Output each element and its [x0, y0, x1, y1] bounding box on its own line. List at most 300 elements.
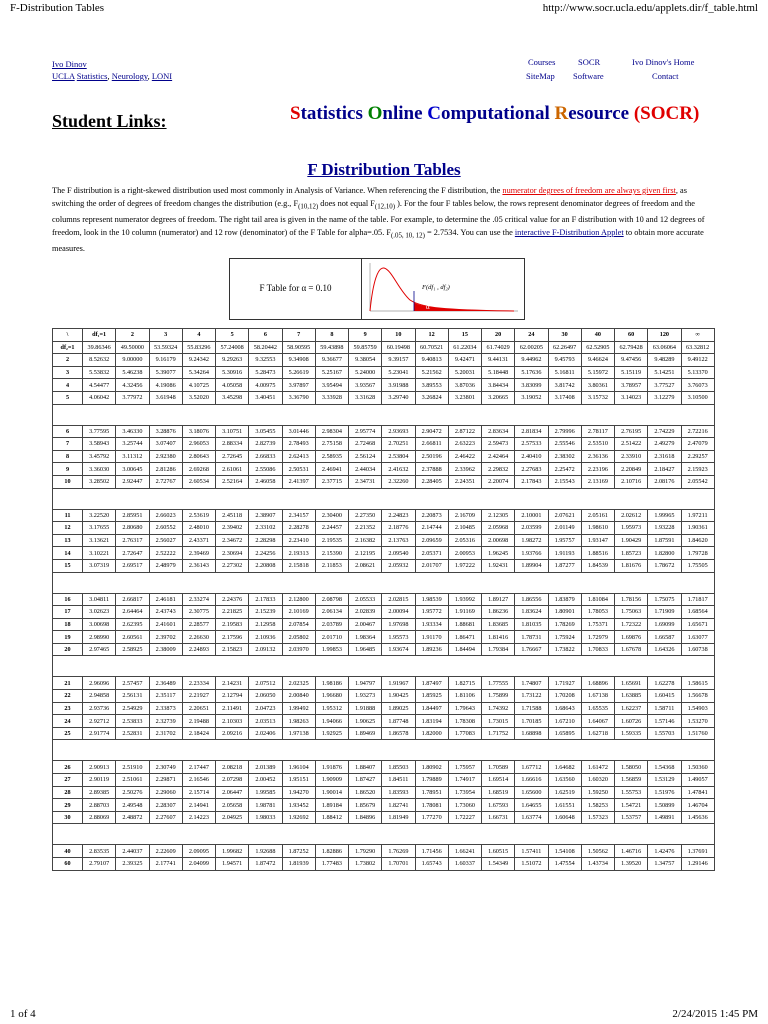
- table-cell: 1.95757: [548, 534, 581, 547]
- table-cell: 2.05161: [581, 509, 614, 522]
- table-cell: 1.94066: [315, 715, 348, 728]
- table-cell: 1.73015: [482, 715, 515, 728]
- ucla-link[interactable]: UCLA: [52, 71, 75, 81]
- table-cell: 2.49548: [116, 799, 149, 812]
- table-row: [53, 858, 715, 871]
- row-header: 17: [53, 606, 83, 619]
- table-cell: 1.58253: [581, 799, 614, 812]
- table-cell: 1.79728: [681, 547, 714, 560]
- table-cell: 1.60515: [482, 845, 515, 858]
- table-cell: 1.67210: [548, 715, 581, 728]
- table-cell: 2.10485: [448, 522, 481, 535]
- table-cell: 2.39469: [182, 547, 215, 560]
- table-cell: 2.79996: [548, 425, 581, 438]
- table-cell: 2.81834: [515, 425, 548, 438]
- table-cell: 2.00467: [349, 618, 382, 631]
- table-cell: 1.70833: [581, 643, 614, 656]
- table-cell: 59.85759: [349, 341, 382, 354]
- table-cell: 55.83296: [182, 341, 215, 354]
- table-cell: 2.72647: [116, 547, 149, 560]
- table-cell: 1.63774: [515, 811, 548, 824]
- intro-text-5: = 2.7534. You can use the: [424, 227, 515, 237]
- table-cell: 1.95312: [315, 702, 348, 715]
- table-cell: 2.56131: [116, 690, 149, 703]
- table-cell: 3.02623: [83, 606, 116, 619]
- table-cell: 1.98263: [282, 715, 315, 728]
- table-cell: 1.92925: [315, 727, 348, 740]
- table-cell: 2.07298: [216, 774, 249, 787]
- table-cell: 1.78951: [415, 786, 448, 799]
- table-cell: 3.10751: [216, 425, 249, 438]
- table-cell: 1.61472: [581, 761, 614, 774]
- table-cell: 58.90595: [282, 341, 315, 354]
- table-cell: 2.48979: [149, 559, 182, 572]
- table-cell: 2.97465: [83, 643, 116, 656]
- table-cell: 2.00840: [282, 690, 315, 703]
- table-cell: 2.41601: [149, 618, 182, 631]
- table-cell: 1.47841: [681, 786, 714, 799]
- socr-link[interactable]: SOCR: [578, 57, 601, 67]
- author-link[interactable]: Ivo Dinov: [52, 59, 87, 69]
- table-cell: 2.37715: [315, 475, 348, 488]
- table-cell: 2.75158: [315, 438, 348, 451]
- group-spacer-cell: [53, 572, 715, 593]
- table-cell: 1.64682: [548, 761, 581, 774]
- table-cell: 2.02839: [349, 606, 382, 619]
- table-cell: 1.51976: [648, 786, 681, 799]
- table-cell: 2.76195: [615, 425, 648, 438]
- table-cell: 2.95774: [349, 425, 382, 438]
- table-cell: 1.87748: [382, 715, 415, 728]
- sitemap-link[interactable]: SiteMap: [526, 71, 555, 81]
- table-row: [53, 631, 715, 644]
- table-cell: 1.37691: [681, 845, 714, 858]
- table-cell: 1.80901: [548, 606, 581, 619]
- row-header: 28: [53, 786, 83, 799]
- table-cell: 4.05058: [216, 379, 249, 392]
- table-cell: 1.68643: [548, 702, 581, 715]
- table-cell: 2.83535: [83, 845, 116, 858]
- table-cell: 1.86578: [382, 727, 415, 740]
- table-cell: 2.19535: [315, 534, 348, 547]
- row-header: 27: [53, 774, 83, 787]
- table-cell: 3.84434: [482, 379, 515, 392]
- table-cell: 1.87252: [282, 845, 315, 858]
- table-cell: 2.05658: [216, 799, 249, 812]
- courses-link[interactable]: Courses: [528, 57, 556, 67]
- table-cell: 2.23334: [182, 677, 215, 690]
- table-cell: 2.39702: [149, 631, 182, 644]
- table-cell: 1.82886: [315, 845, 348, 858]
- table-cell: 3.91988: [382, 379, 415, 392]
- table-cell: 2.10001: [515, 509, 548, 522]
- table-cell: 3.87036: [448, 379, 481, 392]
- table-cell: 3.19052: [515, 391, 548, 404]
- table-cell: 2.94858: [83, 690, 116, 703]
- table-cell: 1.79290: [349, 845, 382, 858]
- table-cell: 3.00698: [83, 618, 116, 631]
- table-cell: 2.17843: [515, 475, 548, 488]
- table-cell: 1.95973: [615, 522, 648, 535]
- table-cell: 9.44962: [515, 354, 548, 367]
- table-cell: 2.35117: [149, 690, 182, 703]
- table-cell: 2.18424: [182, 727, 215, 740]
- row-header: 24: [53, 715, 83, 728]
- table-cell: 2.39402: [216, 522, 249, 535]
- table-cell: 1.91169: [448, 606, 481, 619]
- table-cell: 1.98272: [515, 534, 548, 547]
- table-cell: 9.29263: [216, 354, 249, 367]
- table-cell: 1.59335: [615, 727, 648, 740]
- column-header: df₁=1: [83, 329, 116, 342]
- table-cell: 1.54368: [648, 761, 681, 774]
- table-cell: 2.20849: [615, 463, 648, 476]
- table-cell: 2.26630: [182, 631, 215, 644]
- table-cell: 1.67593: [482, 799, 515, 812]
- table-cell: 2.85951: [116, 509, 149, 522]
- table-cell: 1.55753: [615, 786, 648, 799]
- table-cell: 2.07854: [282, 618, 315, 631]
- table-cell: 1.50562: [581, 845, 614, 858]
- table-cell: 2.00452: [249, 774, 282, 787]
- table-cell: 3.17408: [548, 391, 581, 404]
- table-cell: 1.73822: [548, 643, 581, 656]
- table-cell: 9.42471: [448, 354, 481, 367]
- column-header: 20: [482, 329, 515, 342]
- table-row: [53, 366, 715, 379]
- table-cell: 1.77483: [315, 858, 348, 871]
- table-cell: 2.01707: [415, 559, 448, 572]
- neurology-link[interactable]: Neurology: [111, 71, 148, 81]
- intro-text-4: ). For the four F tables below, the rows represent denominator degrees of freedom and the columns represent numerator degrees of freedom. The right tail area is given in the name of the table. For example, to determine the .05 critical value for an F distribution with 10 and 12 degrees of freedom, look in the 10 column (numerator) and 12 row (denominator) of the F Table for alpha=.05. F: [52, 198, 705, 237]
- f-table-label: F Table for α = 0.10: [259, 283, 332, 293]
- table-cell: 2.51061: [116, 774, 149, 787]
- table-cell: 2.56124: [349, 450, 382, 463]
- table-cell: 1.92692: [282, 811, 315, 824]
- table-cell: 2.33910: [615, 450, 648, 463]
- table-cell: 2.05968: [482, 522, 515, 535]
- table-cell: 1.74807: [515, 677, 548, 690]
- column-header: 6: [249, 329, 282, 342]
- table-cell: 2.05802: [282, 631, 315, 644]
- row-header: 20: [53, 643, 83, 656]
- table-cell: 1.89236: [415, 643, 448, 656]
- table-cell: 5.16811: [548, 366, 581, 379]
- table-cell: 1.75924: [548, 631, 581, 644]
- table-cell: 2.36143: [182, 559, 215, 572]
- table-cell: 57.24008: [216, 341, 249, 354]
- table-cell: 1.79384: [482, 643, 515, 656]
- table-cell: 2.30749: [149, 761, 182, 774]
- table-cell: 1.55703: [648, 727, 681, 740]
- table-cell: 2.51910: [116, 761, 149, 774]
- table-cell: 3.28876: [149, 425, 182, 438]
- column-header: 24: [515, 329, 548, 342]
- table-cell: 3.45792: [83, 450, 116, 463]
- group-spacer-cell: [53, 740, 715, 761]
- table-cell: 2.05932: [382, 559, 415, 572]
- table-cell: 2.11853: [315, 559, 348, 572]
- table-cell: 3.00645: [116, 463, 149, 476]
- table-cell: 5.15972: [581, 366, 614, 379]
- table-cell: 1.73122: [515, 690, 548, 703]
- table-cell: 3.12279: [648, 391, 681, 404]
- table-row: [53, 509, 715, 522]
- table-cell: 1.87472: [249, 858, 282, 871]
- table-cell: 1.80902: [415, 761, 448, 774]
- table-cell: 2.36489: [149, 677, 182, 690]
- statistics-link[interactable]: Statistics: [76, 71, 108, 81]
- f-density-graph: [364, 261, 522, 317]
- table-cell: 2.47079: [681, 438, 714, 451]
- table-cell: 1.72322: [615, 618, 648, 631]
- table-cell: 2.28278: [282, 522, 315, 535]
- table-cell: 1.91170: [415, 631, 448, 644]
- table-cell: 2.19488: [182, 715, 215, 728]
- table-cell: 4.06042: [83, 391, 116, 404]
- table-cell: 5.14251: [648, 366, 681, 379]
- table-cell: 5.20031: [448, 366, 481, 379]
- table-cell: 2.12958: [249, 618, 282, 631]
- row-header: 22: [53, 690, 83, 703]
- table-cell: 1.65671: [681, 618, 714, 631]
- table-cell: 2.49279: [648, 438, 681, 451]
- table-cell: 2.14744: [415, 522, 448, 535]
- intro-paragraph: [52, 185, 714, 256]
- table-cell: 1.91967: [382, 677, 415, 690]
- table-cell: 1.96680: [315, 690, 348, 703]
- print-page-number: 1 of 4: [10, 1008, 36, 1020]
- table-cell: 1.83593: [382, 786, 415, 799]
- table-cell: 1.89904: [515, 559, 548, 572]
- table-cell: 2.56027: [149, 534, 182, 547]
- table-cell: 2.70251: [382, 438, 415, 451]
- table-cell: 2.09132: [249, 643, 282, 656]
- intro-text-3: does not equal F: [318, 198, 375, 208]
- table-corner-cell: \: [53, 329, 83, 342]
- table-cell: 3.33928: [315, 391, 348, 404]
- table-cell: 1.97698: [382, 618, 415, 631]
- table-cell: 2.52222: [149, 547, 182, 560]
- table-cell: 2.29832: [482, 463, 515, 476]
- table-cell: 2.17596: [216, 631, 249, 644]
- table-cell: 2.60534: [182, 475, 215, 488]
- row-header: 5: [53, 391, 83, 404]
- table-cell: 2.37888: [415, 463, 448, 476]
- table-cell: 2.02815: [382, 593, 415, 606]
- table-cell: 2.23410: [282, 534, 315, 547]
- table-cell: 2.39325: [116, 858, 149, 871]
- table-cell: 5.13370: [681, 366, 714, 379]
- group-spacer-cell: [53, 404, 715, 425]
- table-cell: 2.04925: [216, 811, 249, 824]
- table-cell: 2.41397: [282, 475, 315, 488]
- table-cell: 2.32739: [149, 715, 182, 728]
- table-row: [53, 354, 715, 367]
- table-cell: 1.56678: [681, 690, 714, 703]
- table-cell: 1.56859: [615, 774, 648, 787]
- table-cell: 9.46624: [581, 354, 614, 367]
- table-cell: 2.88334: [216, 438, 249, 451]
- table-cell: 1.86471: [448, 631, 481, 644]
- table-cell: 2.17447: [182, 761, 215, 774]
- table-cell: 5.24000: [349, 366, 382, 379]
- column-header: 8: [315, 329, 348, 342]
- table-cell: 3.80361: [581, 379, 614, 392]
- table-row: [53, 438, 715, 451]
- table-cell: 2.55546: [548, 438, 581, 451]
- table-cell: 2.01389: [249, 761, 282, 774]
- table-cell: 2.16546: [182, 774, 215, 787]
- table-cell: 1.69514: [482, 774, 515, 787]
- print-datetime: 2/24/2015 1:45 PM: [672, 1008, 758, 1020]
- table-cell: 2.92447: [116, 475, 149, 488]
- table-cell: 1.85679: [349, 799, 382, 812]
- table-cell: 2.33962: [448, 463, 481, 476]
- table-cell: 3.07319: [83, 559, 116, 572]
- row-header: 16: [53, 593, 83, 606]
- table-cell: 1.78672: [648, 559, 681, 572]
- table-row: [53, 391, 715, 404]
- table-cell: 1.87427: [349, 774, 382, 787]
- software-link[interactable]: Software: [573, 71, 604, 81]
- table-cell: 1.65535: [581, 702, 614, 715]
- socr-o: O: [367, 103, 383, 124]
- column-header: 2: [116, 329, 149, 342]
- table-cell: 2.78493: [282, 438, 315, 451]
- intro-highlight: numerator degrees of freedom are always given first: [502, 186, 676, 195]
- table-cell: 2.72468: [349, 438, 382, 451]
- table-cell: 1.65743: [415, 858, 448, 871]
- intro-text-6: to obtain more accurate measures.: [52, 227, 704, 254]
- table-cell: 1.85723: [615, 547, 648, 560]
- table-cell: 2.24457: [315, 522, 348, 535]
- socr-omputational: omputational: [440, 103, 555, 124]
- group-spacer-row: [53, 488, 715, 509]
- home-link[interactable]: Ivo Dinov's Home: [632, 57, 695, 67]
- table-cell: 61.74029: [482, 341, 515, 354]
- table-cell: 1.76269: [382, 845, 415, 858]
- table-row: [53, 606, 715, 619]
- table-cell: 1.77270: [415, 811, 448, 824]
- table-cell: 2.28307: [149, 799, 182, 812]
- column-header: 10: [382, 329, 415, 342]
- table-cell: 2.96096: [83, 677, 116, 690]
- table-cell: 1.92688: [249, 845, 282, 858]
- table-cell: 1.50360: [681, 761, 714, 774]
- table-cell: 1.86556: [515, 593, 548, 606]
- table-row: [53, 475, 715, 488]
- table-cell: 2.24823: [382, 509, 415, 522]
- table-cell: 2.23196: [581, 463, 614, 476]
- intro-text-2: , as switching the order of degrees of freedom changes the distribution (e.g., F: [52, 186, 687, 208]
- table-cell: 2.50276: [116, 786, 149, 799]
- row-header: 2: [53, 354, 83, 367]
- table-cell: 2.02406: [249, 727, 282, 740]
- table-cell: 2.59473: [482, 438, 515, 451]
- table-cell: 2.48872: [116, 811, 149, 824]
- table-cell: 2.17833: [249, 593, 282, 606]
- column-header: 120: [648, 329, 681, 342]
- table-cell: 2.01149: [548, 522, 581, 535]
- table-cell: 3.10500: [681, 391, 714, 404]
- table-cell: 1.89127: [482, 593, 515, 606]
- table-cell: 1.76667: [515, 643, 548, 656]
- table-cell: 1.84620: [681, 534, 714, 547]
- table-cell: 1.65600: [515, 786, 548, 799]
- table-cell: 2.74229: [648, 425, 681, 438]
- table-cell: 2.34157: [282, 509, 315, 522]
- table-cell: 2.15823: [216, 643, 249, 656]
- table-cell: 9.45793: [548, 354, 581, 367]
- table-cell: 1.94270: [282, 786, 315, 799]
- table-cell: 2.16382: [349, 534, 382, 547]
- table-cell: 2.90472: [415, 425, 448, 438]
- table-cell: 2.90119: [83, 774, 116, 787]
- group-spacer-cell: [53, 824, 715, 845]
- table-cell: 2.76317: [116, 534, 149, 547]
- socr-c: C: [427, 103, 441, 124]
- table-cell: 5.18448: [482, 366, 515, 379]
- table-cell: 2.46181: [149, 593, 182, 606]
- table-cell: 2.38302: [548, 450, 581, 463]
- table-cell: 1.49891: [648, 811, 681, 824]
- table-cell: 2.31618: [648, 450, 681, 463]
- table-cell: 2.82739: [249, 438, 282, 451]
- table-cell: 1.98610: [581, 522, 614, 535]
- table-cell: 2.14223: [182, 811, 215, 824]
- table-cell: 2.52164: [216, 475, 249, 488]
- table-cell: 1.84511: [382, 774, 415, 787]
- table-cell: 1.90429: [615, 534, 648, 547]
- table-row: [53, 618, 715, 631]
- table-cell: 2.53510: [581, 438, 614, 451]
- table-cell: 1.82715: [448, 677, 481, 690]
- table-cell: 1.45636: [681, 811, 714, 824]
- table-cell: 1.67138: [581, 690, 614, 703]
- table-cell: 3.25744: [116, 438, 149, 451]
- contact-link[interactable]: Contact: [652, 71, 679, 81]
- table-cell: 1.98033: [249, 811, 282, 824]
- table-cell: 5.39077: [149, 366, 182, 379]
- table-cell: 1.93334: [415, 618, 448, 631]
- table-cell: 1.57411: [515, 845, 548, 858]
- row-header: 11: [53, 509, 83, 522]
- table-cell: 1.81416: [482, 631, 515, 644]
- table-row: [53, 761, 715, 774]
- row-header: 6: [53, 425, 83, 438]
- table-cell: 1.61551: [548, 799, 581, 812]
- socr-esource: esource: [568, 103, 634, 124]
- table-cell: 3.23801: [448, 391, 481, 404]
- table-cell: 2.15923: [681, 463, 714, 476]
- table-cell: 3.58943: [83, 438, 116, 451]
- table-cell: 1.85925: [415, 690, 448, 703]
- table-cell: 2.69517: [116, 559, 149, 572]
- table-cell: 5.26619: [282, 366, 315, 379]
- table-cell: 2.91774: [83, 727, 116, 740]
- table-cell: 2.00953: [448, 547, 481, 560]
- table-cell: 2.05533: [349, 593, 382, 606]
- table-cell: 2.06134: [315, 606, 348, 619]
- f-applet-link[interactable]: interactive F-Distribution Applet: [514, 227, 624, 237]
- table-cell: 1.81676: [615, 559, 648, 572]
- loni-link[interactable]: LONI: [151, 71, 173, 81]
- table-cell: 3.36790: [282, 391, 315, 404]
- table-cell: 1.53270: [681, 715, 714, 728]
- table-cell: 2.38009: [149, 643, 182, 656]
- table-cell: 2.52831: [116, 727, 149, 740]
